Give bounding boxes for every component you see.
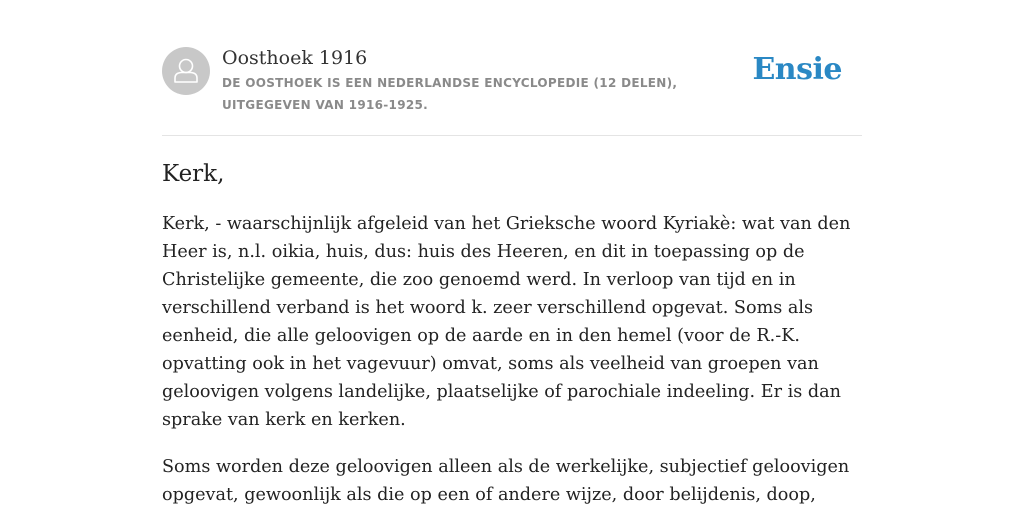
source-title[interactable]: Oosthoek 1916: [222, 47, 368, 69]
article-paragraph: Kerk, - waarschijnlijk afgeleid van het Grieksche woord Kyriakè: wat van den Heer is, n.l. oikia, huis, dus: huis des Heeren, en dit in toepassing op de Christelijke gemeente, die zoo genoemd werd. In verloop van tijd en in verschillend verband is het woord k. zeer verschillend opgevat. Soms als eenheid, die alle geloovigen op de aarde en in den hemel (voor de R.-K. opvatting ook in het vagevuur) omvat, soms als veelheid van groepen van geloovigen volgens landelijke, plaatselijke of parochiale indeeling. Er is dan sprake van kerk en kerken.: [162, 214, 851, 430]
source-header: [162, 46, 862, 136]
article: [162, 158, 862, 512]
avatar[interactable]: [162, 47, 210, 95]
brand-logo[interactable]: Ensie: [752, 52, 842, 87]
header-divider: [162, 135, 862, 136]
user-icon: [162, 47, 210, 95]
article-paragraph: Soms worden deze geloovigen alleen als de werkelijke, subjectief geloovigen opgevat, gewoonlijk als die op een of andere wijze, door belijdenis, doop,: [162, 457, 850, 505]
article-title: Kerk,: [162, 161, 225, 187]
source-description: DE OOSTHOEK IS EEN NEDERLANDSE ENCYCLOPEDIE (12 DELEN), UITGEGEVEN VAN 1916-1925.: [222, 76, 678, 112]
